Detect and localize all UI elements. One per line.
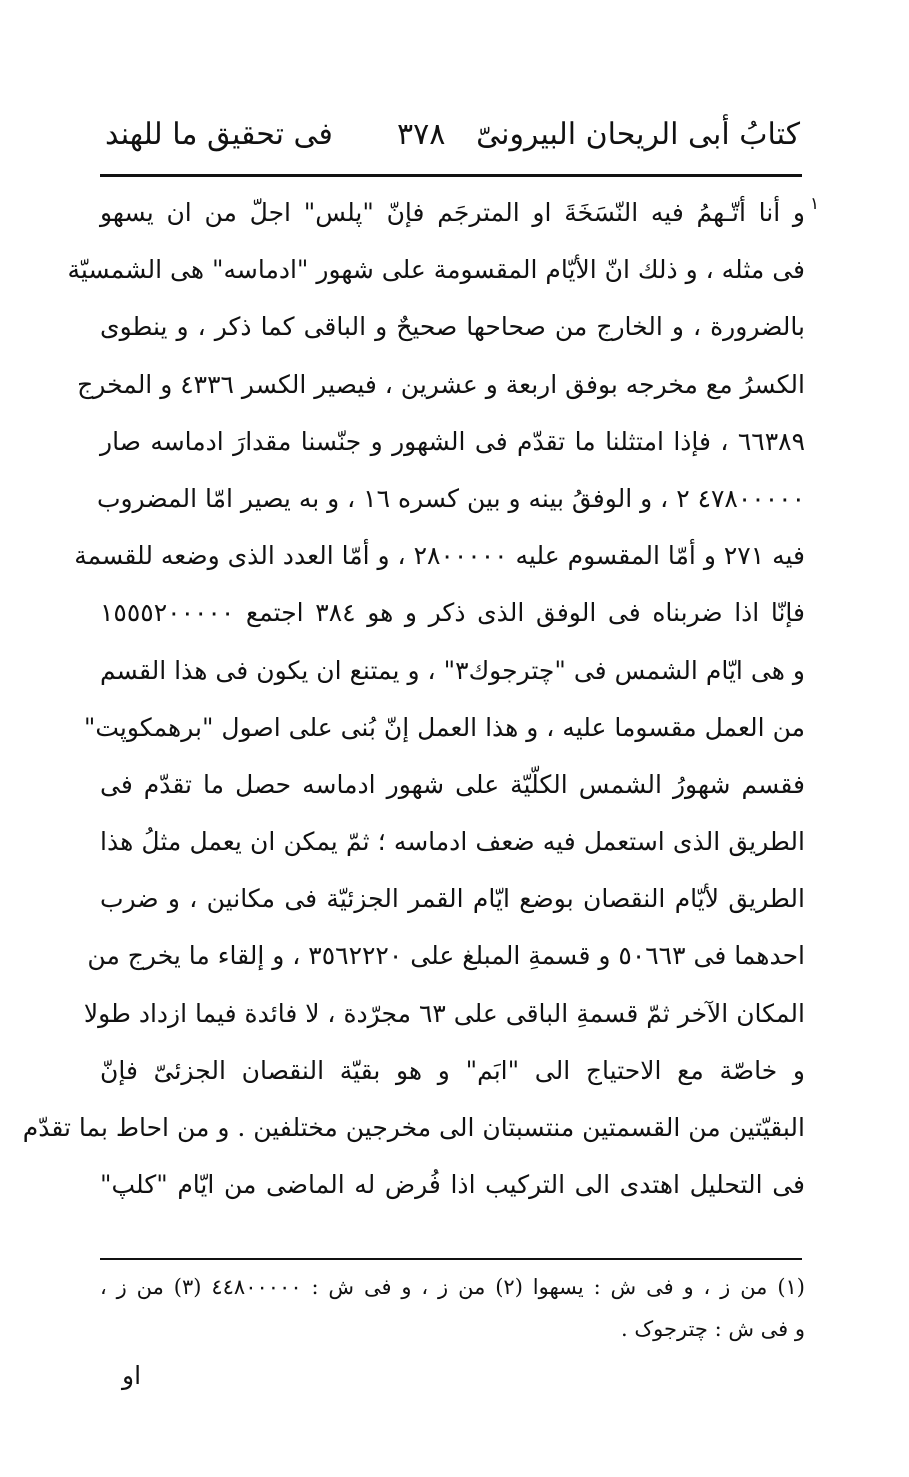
text-line: الكسرُ مع مخرجه بوفق اربعة و عشرين ، فيصير الكسر ٤٣٣٦ و المخرج: [77, 369, 805, 399]
running-header: [105, 110, 800, 160]
text-line: ٦٦٣٨٩ ، فإذا امتثلنا ما تقدّم فى الشهور و جنّسنا مقدارَ ادماسه صار: [100, 426, 805, 456]
book-title: كتابُ أبى الريحان البيرونىّ: [476, 117, 800, 152]
catchword: او: [122, 1361, 142, 1390]
text-line: بالضرورة ، و الخارج من صحاحها صحيحٌ و الباقى كما ذكر ، و ينطوى: [100, 312, 805, 342]
text-line: البقيّتين من القسمتين منتسبتان الى مخرجين مختلفين . و من احاط بما تقدّم: [22, 1113, 805, 1142]
text-line: من العمل مقسوما عليه ، و هذا العمل إنّ بُنى على اصول "برهمكوپت": [83, 712, 805, 742]
main-text: [22, 184, 805, 1213]
text-line: الطريق الذى استعمل فيه ضعف ادماسه ؛ ثمّ يمكن ان يعمل مثلُ هذا: [100, 827, 805, 857]
text-line: فى التحليل اهتدى الى التركيب اذا فُرض له الماضى من ايّام "كلپ": [100, 1170, 805, 1200]
footnote-line: و فى ش : چترجوک .: [621, 1317, 805, 1341]
text-line: فى مثله ، و ذلك انّ الأيّام المقسومة على شهور "ادماسه" هى الشمسيّة: [67, 255, 805, 285]
text-line: و هى ايّام الشمس فى "چترجوك٣" ، و يمتنع ان يكون فى هذا القسم: [100, 655, 805, 685]
text-line: احدهما فى ٥٠٦٦٣ و قسمةِ المبلغ على ٣٥٦٢٢٢٠ ، و إلقاء ما يخرج من: [87, 941, 805, 971]
header-rule: [100, 174, 802, 177]
text-line: المكان الآخر ثمّ قسمةِ الباقى على ٦٣ مجرّدة ، لا فائدة فيما ازداد طولا: [83, 998, 805, 1028]
text-line: و خاصّة مع الاحتياج الى "ابَم" و هو بقيّة النقصان الجزئىّ فإنّ: [100, 1055, 805, 1085]
page-number: ٣٧٨: [397, 117, 446, 152]
text-line: فقسم شهورُ الشمس الكلّيّة على شهور ادماسه حصل ما تقدّم فى: [100, 769, 805, 799]
margin-line-number: ١: [810, 194, 820, 214]
footnotes: [100, 1266, 805, 1350]
section-title: فى تحقيق ما للهند: [105, 117, 333, 152]
text-line: فيه ٢٧١ و أمّا المقسوم عليه ٢٨٠٠٠٠٠ ، و أمّا العدد الذى وضعه للقسمة: [74, 541, 805, 571]
text-line: الطريق لأيّام النقصان بوضع ايّام القمر الجزئيّة فى مكانين ، و ضرب: [100, 884, 805, 914]
footnote-rule: [100, 1258, 802, 1260]
text-line: و أنا أتّـهمُ فيه النّسَخَةَ او المترجَم فإنّ "پلس" اجلّ من ان يسهو: [100, 198, 805, 227]
footnote-line: (١) من ز ، و فى ش : يسهوا (٢) من ز ، و فى ش : ٤٤٨٠٠٠٠٠ (٣) من ز ،: [100, 1275, 805, 1299]
text-line: فإنّا اذا ضربناه فى الوفق الذى ذكر و هو ٣٨٤ اجتمع ١٥٥٥٢٠٠٠٠٠: [100, 598, 805, 628]
text-line: ٤٧٨٠٠٠٠٠ ٢ ، و الوفقُ بينه و بين كسره ١٦ ، و به يصير امّا المضروب: [96, 483, 805, 513]
